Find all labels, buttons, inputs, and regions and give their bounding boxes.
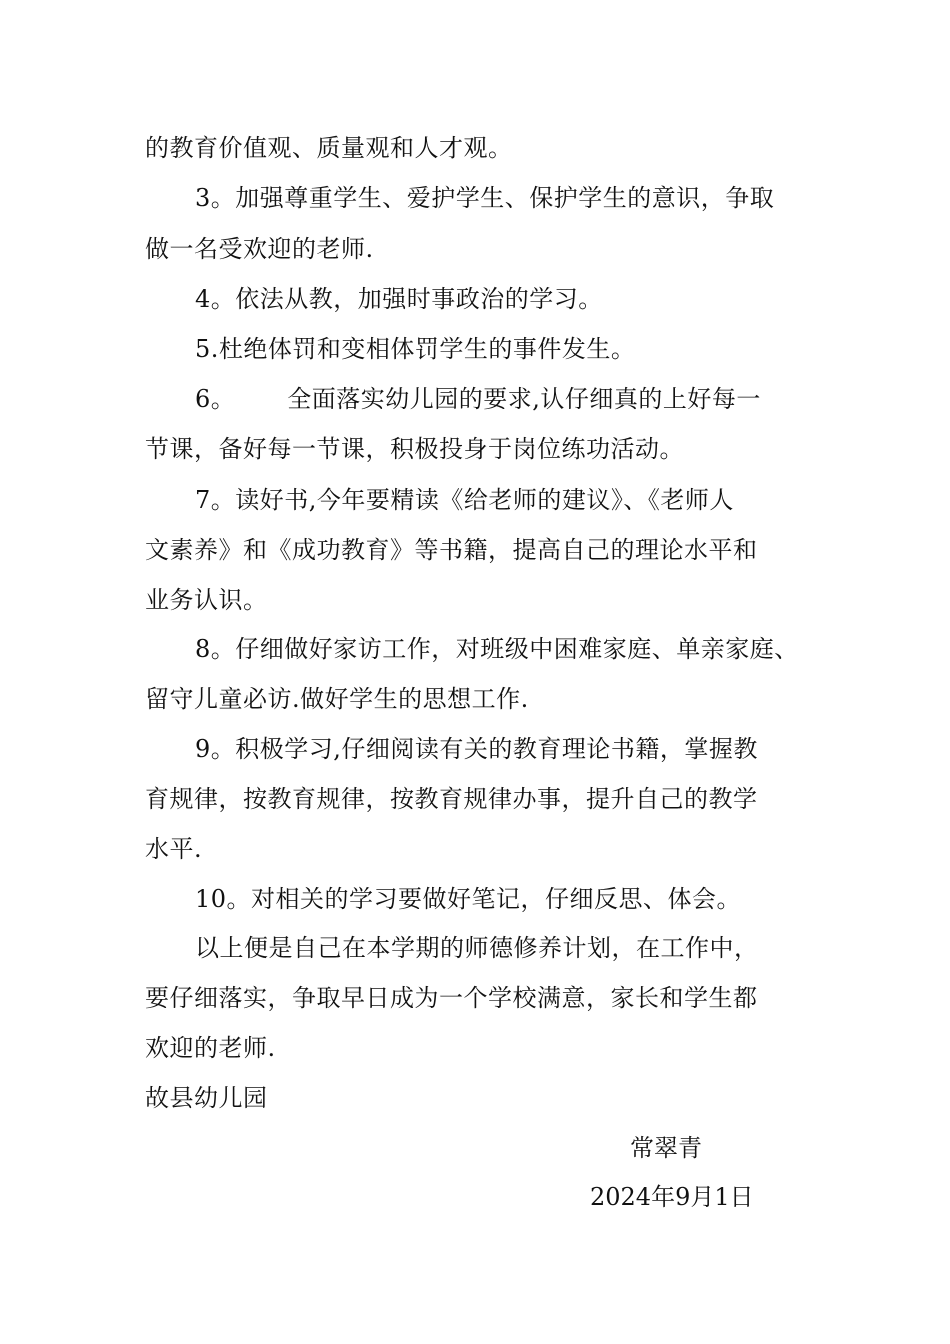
text-line: 10。对相关的学习要做好笔记，仔细反思、体会。 xyxy=(195,885,742,913)
school-name: 故县幼儿园 xyxy=(145,1084,268,1112)
text-line: 水平. xyxy=(145,835,203,863)
text-line xyxy=(195,384,761,414)
text-line: 5.杜绝体罚和变相体罚学生的事件发生。 xyxy=(195,335,636,363)
text-line: 节课，备好每一节课，积极投身于岗位练功活动。 xyxy=(145,435,684,463)
text-line: 留守儿童必访.做好学生的思想工作. xyxy=(145,685,529,713)
text-line: 9。积极学习,仔细阅读有关的教育理论书籍，掌握教 xyxy=(195,735,758,763)
item-number: 6。 xyxy=(195,385,236,413)
text-line: 文素养》和《成功教育》等书籍，提高自己的理论水平和 xyxy=(145,536,758,564)
text-line: 3。加强尊重学生、爱护学生、保护学生的意识，争取 xyxy=(195,184,775,212)
text-line: 业务认识。 xyxy=(145,586,268,614)
text-line: 4。依法从教，加强时事政治的学习。 xyxy=(195,285,603,313)
text-line: 育规律，按教育规律，按教育规律办事，提升自己的教学 xyxy=(145,785,758,813)
text-line: 7。读好书,今年要精读《给老师的建议》、《老师人 xyxy=(195,486,734,514)
text-line: 欢迎的老师. xyxy=(145,1034,276,1062)
signature-date: 2024年9月1日 xyxy=(590,1183,754,1211)
text-line: 8。仔细做好家访工作，对班级中困难家庭、单亲家庭、 xyxy=(195,635,799,663)
signature-name: 常翠青 xyxy=(630,1134,702,1162)
text-line: 以上便是自己在本学期的师德修养计划，在工作中， xyxy=(195,934,759,962)
text-line: 做一名受欢迎的老师. xyxy=(145,235,374,263)
text-line: 要仔细落实，争取早日成为一个学校满意，家长和学生都 xyxy=(145,984,758,1012)
text-line: 的教育价值观、质量观和人才观。 xyxy=(145,134,513,162)
item-text: 全面落实幼儿园的要求,认仔细真的上好每一 xyxy=(287,385,761,413)
